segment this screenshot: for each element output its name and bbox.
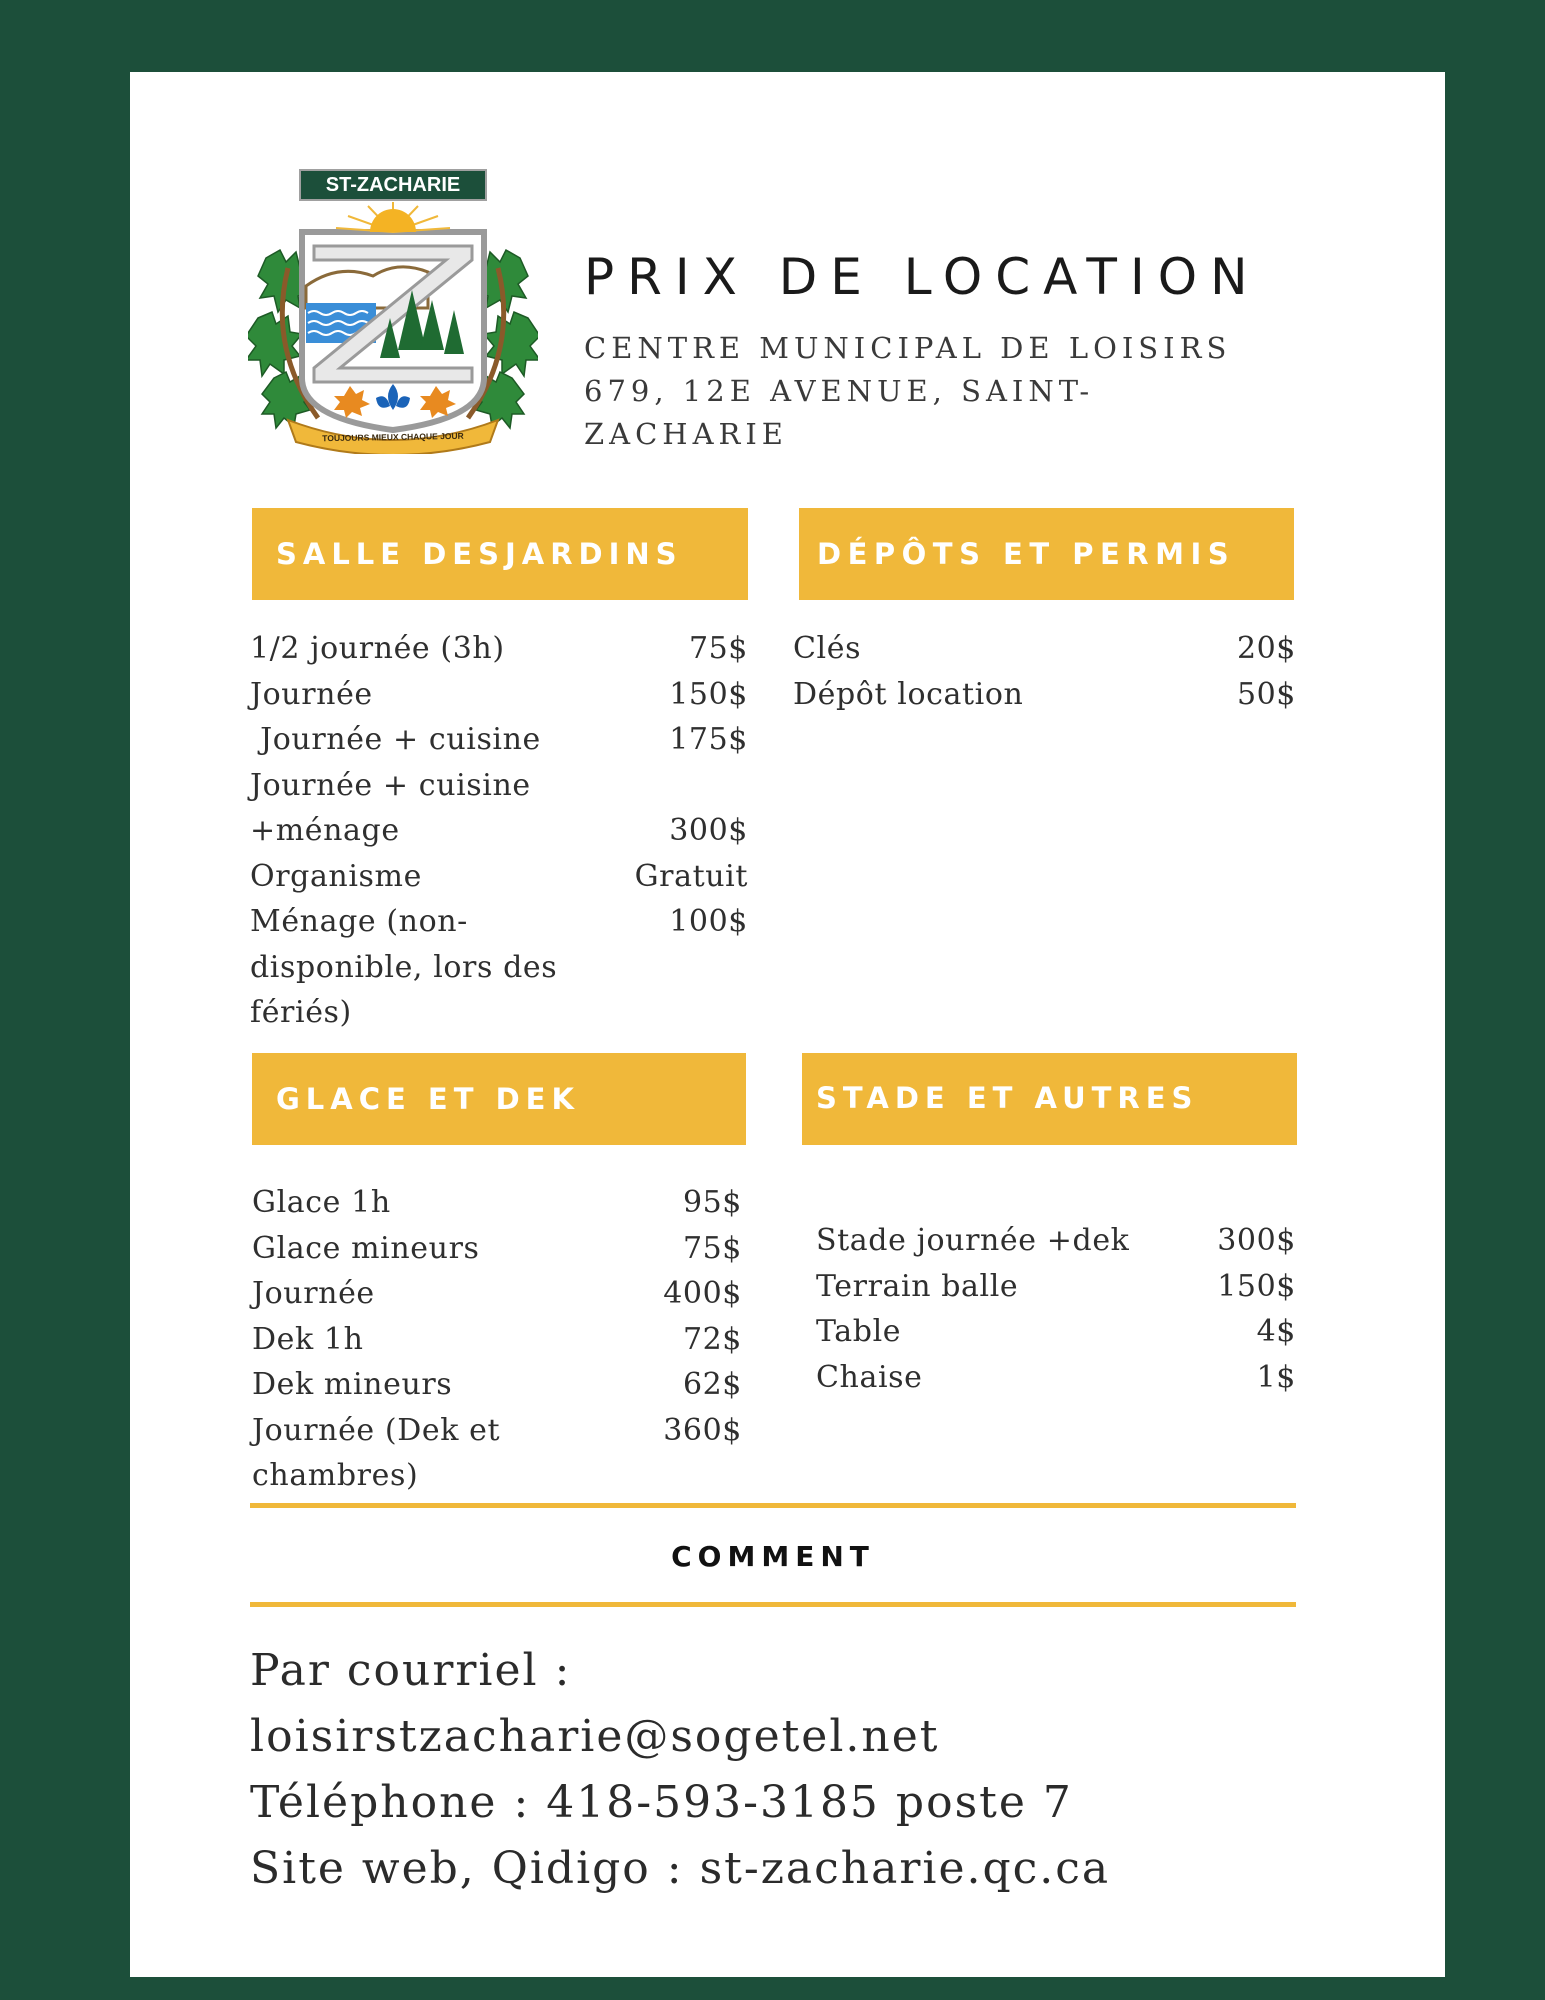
price-label: Journée (Dek et chambres)	[252, 1412, 501, 1493]
price-row	[250, 626, 748, 672]
price-row	[816, 1355, 1296, 1401]
subtitle-line: 679, 12E AVENUE, SAINT-	[584, 374, 1095, 408]
section-header-glace: GLACE ET DEK	[252, 1053, 746, 1145]
price-list-depots	[793, 626, 1296, 717]
price-value: 1$	[1256, 1359, 1296, 1395]
price-value: 95$	[682, 1185, 742, 1220]
price-row	[252, 1180, 742, 1226]
price-label: Dek mineurs	[252, 1367, 453, 1402]
price-row	[250, 672, 748, 718]
price-value: 72$	[682, 1321, 742, 1357]
price-label: Table	[816, 1314, 902, 1349]
price-label: Journée	[250, 676, 373, 712]
price-value: 20$	[1236, 631, 1296, 666]
price-row	[252, 1271, 742, 1317]
price-value: 100$	[669, 904, 748, 939]
contact-website[interactable]: Site web, Qidigo : st-zacharie.qc.ca	[250, 1843, 1111, 1894]
price-label: Journée + cuisine	[250, 722, 541, 757]
crest-motto: TOUJOURS MIEUX CHAQUE JOUR	[322, 430, 464, 444]
price-list-stade	[816, 1218, 1296, 1400]
price-label: Clés	[793, 631, 862, 666]
price-row	[793, 626, 1296, 672]
price-list-glace	[252, 1180, 742, 1499]
price-row	[793, 672, 1296, 718]
municipal-crest-logo	[248, 168, 538, 454]
price-value: 175$	[669, 722, 748, 757]
price-value: Gratuit	[634, 858, 748, 894]
section-header-salle: SALLE DESJARDINS	[252, 508, 748, 600]
contact-email-link[interactable]: loisirstzacharie@sogetel.net	[250, 1711, 940, 1762]
price-row	[252, 1226, 742, 1272]
price-value: 300$	[669, 813, 748, 848]
price-label: Dépôt location	[793, 676, 1024, 712]
price-label: Organisme	[250, 858, 422, 894]
price-label: Terrain balle	[816, 1268, 1019, 1304]
page-subtitle	[584, 327, 1284, 456]
price-label: Glace mineurs	[252, 1230, 480, 1266]
contact-info	[250, 1638, 1110, 1902]
contact-phone: Téléphone : 418-593-3185 poste 7	[250, 1777, 1073, 1828]
price-value: 360$	[663, 1412, 742, 1448]
divider-bottom	[250, 1602, 1296, 1607]
price-row	[252, 1408, 742, 1499]
price-label: 1/2 journée (3h)	[250, 631, 505, 666]
price-label: Glace 1h	[252, 1185, 391, 1220]
price-value: 75$	[688, 631, 748, 666]
price-value: 400$	[663, 1276, 742, 1311]
price-value: 50$	[1236, 676, 1296, 712]
section-header-stade: STADE ET AUTRES	[802, 1053, 1297, 1145]
price-row	[816, 1264, 1296, 1310]
price-row	[816, 1309, 1296, 1355]
price-value: 62$	[682, 1367, 742, 1402]
price-row	[250, 717, 748, 763]
price-value: 300$	[1217, 1223, 1296, 1258]
crest-banner-text: ST-ZACHARIE	[325, 174, 461, 196]
price-label: Journée + cuisine	[250, 767, 531, 803]
price-row	[252, 1317, 742, 1363]
price-row	[250, 763, 748, 809]
price-row	[250, 854, 748, 900]
section-header-depots: DÉPÔTS ET PERMIS	[799, 508, 1294, 600]
price-list-salle	[250, 626, 748, 1036]
divider-top	[250, 1503, 1296, 1508]
page-title: PRIX DE LOCATION	[584, 248, 1261, 306]
price-value: 75$	[682, 1230, 742, 1266]
contact-line-email-label: Par courriel :	[250, 1645, 572, 1696]
price-row	[250, 808, 748, 854]
price-label: Ménage (non-disponible, lors des fériés)	[250, 904, 558, 1030]
comment-heading: COMMENT	[671, 1540, 875, 1573]
price-label: Journée	[252, 1276, 375, 1311]
price-value: 150$	[1217, 1268, 1296, 1304]
price-row	[252, 1362, 742, 1408]
subtitle-line: CENTRE MUNICIPAL DE LOISIRS	[584, 331, 1232, 365]
price-value: 4$	[1256, 1314, 1296, 1349]
price-row	[250, 899, 748, 1036]
price-value: 150$	[669, 676, 748, 712]
price-row	[816, 1218, 1296, 1264]
price-label: Dek 1h	[252, 1321, 364, 1357]
subtitle-line: ZACHARIE	[584, 417, 788, 451]
price-label: +ménage	[250, 813, 400, 848]
price-label: Stade journée +dek	[816, 1223, 1130, 1258]
price-label: Chaise	[816, 1359, 923, 1395]
